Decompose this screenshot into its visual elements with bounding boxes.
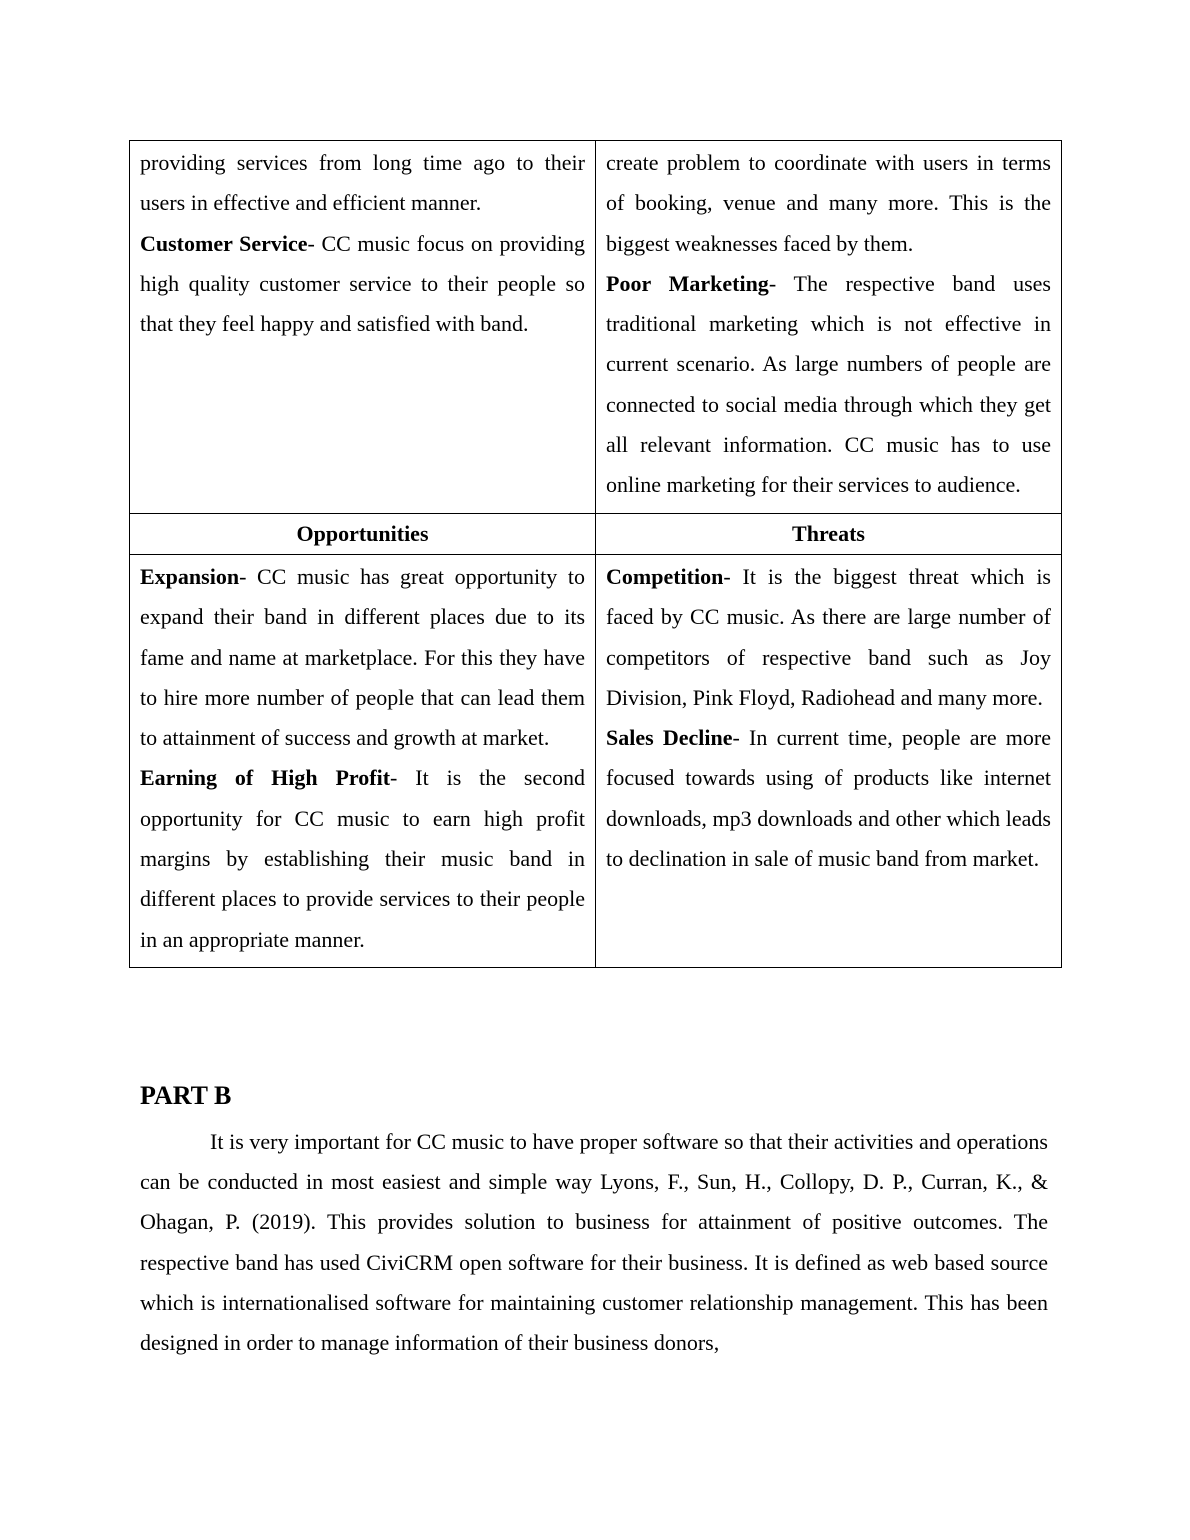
- table-header-row: [130, 513, 1062, 554]
- table-row: [130, 554, 1062, 967]
- threats-cell: [596, 554, 1062, 967]
- strength-paragraph: providing services from long time ago to their users in effective and efficient manner.: [140, 150, 585, 216]
- point-title: Expansion: [140, 563, 240, 589]
- opportunity-paragraph: Earning of High Profit- It is the second opportunity for CC music to earn high profit margins by establishing their music band in different places to provide services to their people in an appropriate manner.: [140, 765, 585, 952]
- point-title: Poor Marketing: [606, 270, 769, 296]
- swot-table: [129, 140, 1062, 968]
- point-title: Earning of High Profit: [140, 765, 391, 791]
- point-title: Sales Decline: [606, 725, 733, 751]
- opportunity-paragraph: Expansion- CC music has great opportunity to expand their band in different places due to its fame and name at marketplace. For this they have to hire more number of people that can lead them to attainment of success and growth at market.: [140, 563, 585, 751]
- weakness-paragraph: Poor Marketing- The respective band uses traditional marketing which is not effective in current scenario. As large numbers of people are connected to social media through which they get all relevant information. CC music has to use online marketing for their services to audience.: [606, 270, 1051, 498]
- opportunities-cell: [130, 554, 596, 967]
- section-heading: PART B: [140, 1081, 232, 1110]
- table-row: [130, 141, 1062, 514]
- weaknesses-cell: [596, 141, 1062, 514]
- point-title: Competition: [606, 563, 724, 589]
- point-title: Customer Service: [140, 230, 308, 256]
- weakness-paragraph: create problem to coordinate with users in terms of booking, venue and many more. This is the biggest weaknesses faced by them.: [606, 150, 1051, 256]
- threats-header: Threats: [596, 513, 1062, 554]
- strength-paragraph: Customer Service- CC music focus on providing high quality customer service to their people so that they feel happy and satisfied with band.: [140, 230, 586, 337]
- body-paragraph: It is very important for CC music to have proper software so that their activities and operations can be conducted in most easiest and simple way Lyons, F., Sun, H., Collopy, D. P., Curran, K., & Ohagan, P. (2019). This provides solution to business for attainment of positive outcomes. The respective band has used CiviCRM open software for their business. It is defined as web based source which is internationalised software for maintaining customer relationship management. This has been designed in order to manage information of their business donors,: [140, 1129, 1048, 1356]
- opportunities-header: Opportunities: [130, 513, 596, 554]
- threat-paragraph: Competition- It is the biggest threat which is faced by CC music. As there are large number of competitors of respective band such as Joy Division, Pink Floyd, Radiohead and many more.: [606, 563, 1051, 710]
- threat-paragraph: Sales Decline- In current time, people are more focused towards using of products like internet downloads, mp3 downloads and other which leads to declination in sale of music band from market.: [606, 725, 1051, 872]
- strengths-cell: [130, 141, 596, 514]
